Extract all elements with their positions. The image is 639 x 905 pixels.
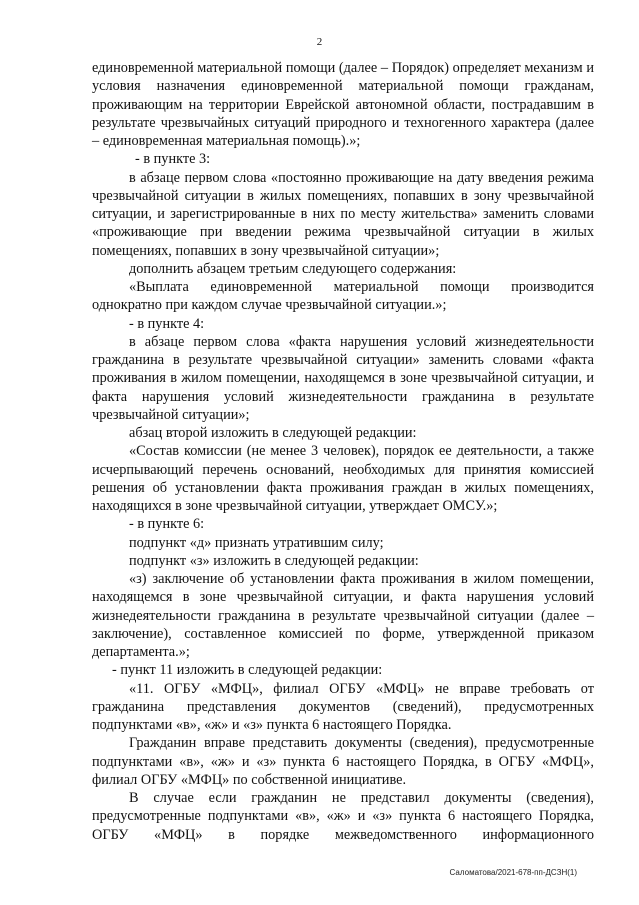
document-footer-code: Саломатова/2021-678-пп-ДСЗН(1) [449, 868, 577, 877]
document-paragraph: дополнить абзацем третьим следующего содержания: [129, 260, 457, 277]
document-paragraph: - в пункте 6: [129, 516, 205, 533]
document-paragraph: - в пункте 3: [135, 151, 211, 168]
document-paragraph: подпункт «з» изложить в следующей редакции: [129, 552, 419, 569]
document-paragraph: абзац второй изложить в следующей редакции: [129, 425, 417, 441]
document-paragraph: подпункт «д» признать утратившим силу; [129, 534, 384, 551]
document-paragraph: в абзаце первом слова «факта нарушения условий жизнедеятельности гражданина в результате чрезвычайной ситуации» заменить словами «факта проживания в жилом помещении, находящемся в зоне чрезвычайной ситуации, и факта нарушения условий жизнедеятельности гражданина в результате чрезвычайной ситуации»; [92, 333, 594, 423]
document-paragraph: В случае если гражданин не представил документы (сведения), предусмотренные подпунктами «в», «ж» и «з» пункта 6 настоящего Порядка, ОГБУ «МФЦ» в порядке межведомственного информационного [92, 790, 594, 843]
document-paragraph: в абзаце первом слова «постоянно проживающие на дату введения режима чрезвычайной ситуации в жилых помещениях, попавших в зону чрезвычайной ситуации, и зарегистрированные в них по месту жительства» заменить словами «проживающие при введении режима чрезвычайной ситуации в жилых помещениях, попавших в зону чрезвычайной ситуации»; [92, 169, 594, 259]
document-paragraph: - в пункте 4: [129, 315, 205, 332]
document-body [92, 59, 594, 844]
document-paragraph: «Состав комиссии (не менее 3 человек), порядок ее деятельности, а также исчерпывающий перечень оснований, необходимых для принятия комиссией решения об установлении факта проживания граждан в жилых помещениях, находящихся в зоне чрезвычайной ситуации, утверждает ОМСУ.»; [92, 443, 594, 514]
document-paragraph: «11. ОГБУ «МФЦ», филиал ОГБУ «МФЦ» не вправе требовать от гражданина представления документов (сведений), предусмотренных подпунктами «в», «ж» и «з» пункта 6 настоящего Порядка. [92, 680, 594, 733]
page-number: 2 [316, 36, 323, 48]
document-paragraph: Гражданин вправе представить документы (сведения), предусмотренные подпунктами «в», «ж» и «з» пункта 6 настоящего Порядка, в ОГБУ «МФЦ», филиал ОГБУ «МФЦ» по собственной инициативе. [92, 735, 594, 788]
document-paragraph: «Выплата единовременной материальной помощи производится однократно при каждом случае чрезвычайной ситуации.»; [92, 279, 594, 314]
document-paragraph: «з) заключение об установлении факта проживания в жилом помещении, находящемся в зоне чрезвычайной ситуации, и факта нарушения условий жизнедеятельности гражданина в результате чрезвычайной ситуации (далее – заключение), составленное комиссией по форме, утвержденной приказом департамента.»; [92, 571, 594, 660]
document-paragraph: - пункт 11 изложить в следующей редакции: [112, 662, 383, 679]
document-paragraph: единовременной материальной помощи (далее – Порядок) определяет механизм и условия назначения единовременной материальной помощи гражданам, проживающим на территории Еврейской автономной области, пострадавшим в результате чрезвычайных ситуаций природного и техногенного характера (далее – единовременная материальная помощь).»; [92, 60, 594, 149]
